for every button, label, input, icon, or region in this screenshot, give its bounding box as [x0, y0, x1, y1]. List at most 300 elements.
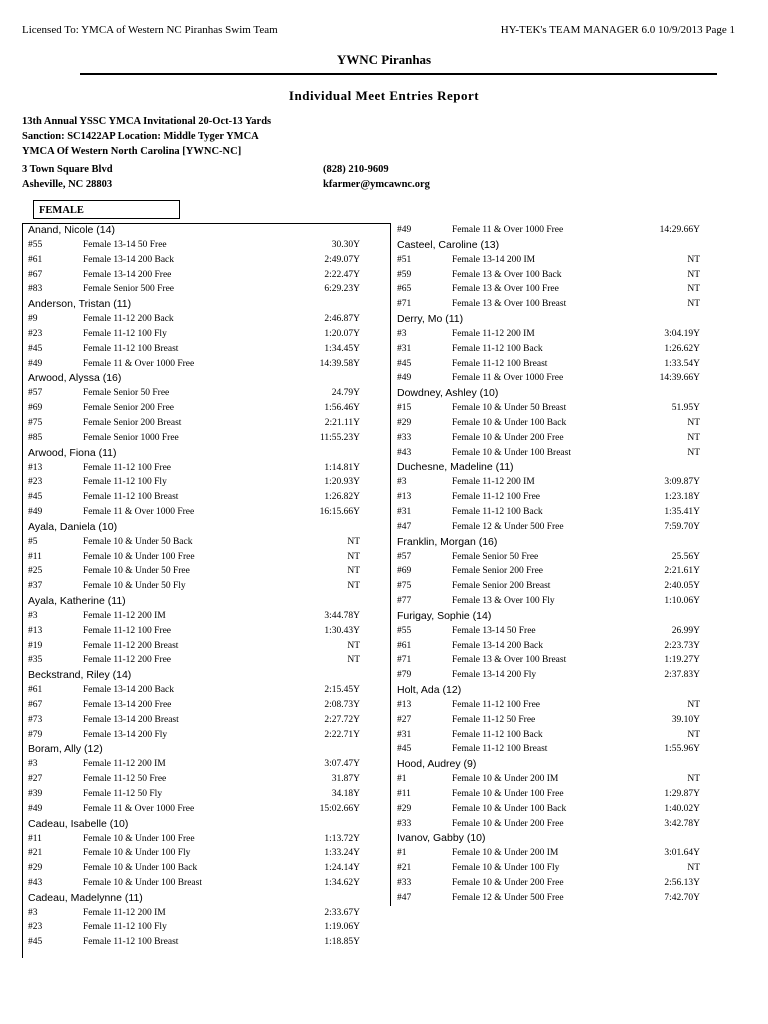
event-description: Female 10 & Under 100 Free [83, 833, 195, 844]
seed-time: NT [347, 640, 360, 651]
event-description: Female 11-12 100 Fly [83, 477, 167, 488]
entry-row [28, 757, 390, 772]
entry-row [28, 357, 390, 372]
event-number: #13 [28, 625, 43, 636]
entry-row [397, 253, 737, 268]
event-number: #13 [397, 492, 412, 503]
event-number: #3 [28, 610, 38, 621]
event-description: Female 13-14 200 Free [83, 699, 172, 710]
event-description: Female 11-12 50 Fly [83, 788, 163, 799]
seed-time: 1:30.43Y [324, 625, 360, 636]
event-number: #13 [28, 462, 43, 473]
entry-row [28, 490, 390, 505]
event-number: #9 [28, 314, 38, 325]
swimmer-block [28, 446, 390, 520]
event-number: #3 [28, 759, 38, 770]
event-description: Female 11-12 100 Fly [83, 922, 167, 933]
team-name: YWNC Piranhas [336, 52, 432, 67]
swimmer-block [397, 386, 737, 460]
seed-time: 2:21.11Y [324, 417, 360, 428]
swimmer-name: Arwood, Fiona (11) [28, 446, 117, 459]
entry-row [28, 772, 390, 787]
event-description: Female 10 & Under 50 Breast [452, 403, 567, 414]
seed-time: 14:29.66Y [659, 225, 700, 235]
event-description: Female 11-12 200 Free [83, 655, 172, 666]
entry-row [28, 253, 390, 268]
swimmer-block [397, 238, 737, 312]
seed-time: 1:55.96Y [664, 744, 700, 755]
event-number: #43 [28, 877, 43, 888]
swimmer-block [28, 891, 390, 950]
entry-row [397, 846, 737, 861]
swimmer-block [397, 757, 737, 831]
left-column [28, 223, 390, 950]
event-number: #47 [397, 892, 412, 903]
entry-row [397, 446, 737, 461]
entry-row [397, 223, 737, 238]
event-description: Female Senior 200 Breast [452, 581, 551, 592]
swimmer-block [28, 668, 390, 742]
event-number: #37 [28, 581, 43, 592]
event-number: #73 [28, 714, 43, 725]
entry-row [28, 268, 390, 283]
seed-time: NT [687, 269, 700, 280]
seed-time: 31.87Y [331, 774, 360, 785]
meet-sanction-location: Sanction: SC1422AP Location: Middle Tyger YMCA [22, 131, 259, 142]
entry-row [397, 861, 737, 876]
entry-row [28, 550, 390, 565]
entry-row [397, 564, 737, 579]
seed-time: NT [687, 774, 700, 785]
entry-row [397, 668, 737, 683]
event-number: #19 [28, 640, 43, 651]
address-line-1: 3 Town Square Blvd [22, 164, 113, 175]
seed-time: 1:40.02Y [664, 803, 700, 814]
event-description: Female 12 & Under 500 Free [452, 892, 564, 903]
event-description: Female 13-14 200 Fly [452, 670, 537, 681]
seed-time: 1:34.45Y [324, 343, 360, 354]
entry-row [397, 490, 737, 505]
seed-time: NT [687, 284, 700, 295]
entry-row [397, 787, 737, 802]
event-number: #39 [28, 788, 43, 799]
entry-row [28, 461, 390, 476]
event-number: #1 [397, 848, 407, 859]
swimmer-block [28, 520, 390, 594]
swimmer-name: Hood, Audrey (9) [397, 758, 477, 771]
event-description: Female 13-14 50 Free [83, 240, 167, 250]
swimmer-block [28, 297, 390, 371]
event-description: Female 11 & Over 1000 Free [83, 358, 195, 369]
entry-row [397, 802, 737, 817]
event-description: Female 11-12 100 Free [452, 699, 541, 710]
entry-row [28, 282, 390, 297]
event-description: Female 11-12 100 Free [83, 462, 172, 473]
event-description: Female 10 & Under 100 Breast [452, 447, 571, 458]
entry-row [397, 698, 737, 713]
seed-time: 2:21.61Y [664, 566, 700, 577]
event-number: #59 [397, 269, 412, 280]
entry-row [28, 416, 390, 431]
event-description: Female 11-12 100 Breast [83, 937, 179, 948]
seed-time: 24.79Y [331, 388, 360, 399]
swimmer-name: Arwood, Alyssa (16) [28, 372, 122, 385]
event-number: #33 [397, 432, 412, 443]
event-description: Female 11-12 50 Free [83, 774, 167, 785]
seed-time: 7:42.70Y [664, 892, 700, 903]
event-description: Female Senior 200 Free [452, 566, 544, 577]
event-number: #61 [28, 254, 43, 265]
event-description: Female 13-14 200 Breast [83, 714, 179, 725]
entry-row [28, 713, 390, 728]
entry-row [28, 431, 390, 446]
entry-row [28, 935, 390, 950]
entry-row [28, 861, 390, 876]
seed-time: 1:35.41Y [664, 506, 700, 517]
event-number: #75 [397, 581, 412, 592]
seed-time: 1:20.93Y [324, 477, 360, 488]
seed-time: 1:20.07Y [324, 328, 360, 339]
event-description: Female 10 & Under 200 IM [452, 848, 559, 859]
event-number: #57 [28, 388, 43, 399]
event-number: #3 [28, 907, 38, 918]
seed-time: 1:14.81Y [324, 462, 360, 473]
entry-row [28, 579, 390, 594]
event-number: #67 [28, 269, 43, 280]
entry-row [28, 802, 390, 817]
entry-row [28, 832, 390, 847]
seed-time: NT [347, 655, 360, 666]
event-description: Female 11-12 100 Free [83, 625, 172, 636]
entry-row [28, 535, 390, 550]
seed-time: NT [347, 536, 360, 547]
event-number: #65 [397, 284, 412, 295]
seed-time: 39.10Y [671, 714, 700, 725]
event-number: #77 [397, 595, 412, 606]
entry-row [397, 401, 737, 416]
swimmer-block [397, 831, 737, 905]
seed-time: 14:39.66Y [659, 373, 700, 384]
swimmer-block [397, 312, 737, 386]
event-number: #45 [28, 343, 43, 354]
seed-time: 3:04.19Y [664, 328, 700, 339]
entry-row [397, 594, 737, 609]
event-description: Female 10 & Under 200 Free [452, 818, 564, 829]
entry-row [28, 653, 390, 668]
event-description: Female 10 & Under 50 Fly [83, 581, 186, 592]
entry-row [397, 713, 737, 728]
seed-time: 15:02.66Y [319, 803, 360, 814]
event-number: #21 [28, 848, 43, 859]
seed-time: NT [687, 729, 700, 740]
swimmer-name: Furigay, Sophie (14) [397, 609, 492, 622]
seed-time: NT [687, 254, 700, 265]
seed-time: 1:33.24Y [324, 848, 360, 859]
seed-time: 51.95Y [671, 403, 700, 414]
title-rule [80, 73, 717, 75]
seed-time: NT [687, 699, 700, 710]
event-number: #45 [28, 937, 43, 948]
swimmer-name: Ayala, Katherine (11) [28, 594, 126, 607]
seed-time: NT [347, 551, 360, 562]
entry-row [28, 728, 390, 743]
event-number: #3 [397, 477, 407, 488]
event-description: Female 11-12 100 Fly [83, 328, 167, 339]
seed-time: 2:23.73Y [664, 640, 700, 651]
event-description: Female 13 & Over 100 Fly [452, 595, 555, 606]
entry-row [397, 772, 737, 787]
organization-name: YMCA Of Western North Carolina [YWNC-NC] [22, 146, 242, 157]
seed-time: 1:10.06Y [664, 595, 700, 606]
entry-row [397, 520, 737, 535]
event-number: #23 [28, 328, 43, 339]
event-number: #31 [397, 343, 412, 354]
event-number: #21 [397, 863, 412, 874]
entry-row [28, 401, 390, 416]
seed-time: 30.30Y [331, 240, 360, 250]
swimmer-block [397, 460, 737, 534]
license-text: Licensed To: YMCA of Western NC Piranhas Swim Team [22, 24, 278, 36]
swimmer-name: Boram, Ally (12) [28, 743, 103, 756]
event-description: Female 11-12 200 IM [83, 759, 166, 770]
event-description: Female 10 & Under 50 Back [83, 536, 193, 547]
seed-time: NT [347, 581, 360, 592]
event-description: Female 10 & Under 100 Back [452, 803, 567, 814]
entry-row [28, 342, 390, 357]
event-description: Female Senior 50 Free [83, 388, 170, 399]
seed-time: 1:26.82Y [324, 492, 360, 503]
seed-time: 11:55.23Y [319, 432, 360, 443]
seed-time: 26.99Y [671, 625, 700, 636]
event-description: Female 11-12 100 Breast [452, 358, 548, 369]
event-description: Female 12 & Under 500 Free [452, 521, 564, 532]
seed-time: 2:56.13Y [664, 877, 700, 888]
swimmer-name: Cadeau, Madelynne (11) [28, 891, 143, 904]
event-description: Female 13-14 200 Fly [83, 729, 168, 740]
entry-row [397, 728, 737, 743]
entry-row [28, 312, 390, 327]
event-number: #83 [28, 284, 43, 295]
event-number: #27 [28, 774, 43, 785]
entry-row [397, 817, 737, 832]
event-number: #67 [28, 699, 43, 710]
swimmer-name: Cadeau, Isabelle (10) [28, 817, 129, 830]
seed-time: 1:24.14Y [324, 863, 360, 874]
swimmer-name: Duchesne, Madeline (11) [397, 461, 514, 474]
event-description: Female 11-12 100 Free [452, 492, 541, 503]
event-description: Female 10 & Under 100 Back [83, 863, 198, 874]
event-number: #31 [397, 729, 412, 740]
phone-number: (828) 210-9609 [323, 164, 389, 175]
event-number: #13 [397, 699, 412, 710]
event-number: #49 [28, 803, 43, 814]
seed-time: 1:23.18Y [664, 492, 700, 503]
event-number: #25 [28, 566, 43, 577]
entry-row [28, 920, 390, 935]
address-line-2: Asheville, NC 28803 [22, 179, 113, 190]
entry-row [397, 742, 737, 757]
entry-row [28, 846, 390, 861]
entry-row [397, 505, 737, 520]
event-number: #55 [397, 625, 412, 636]
seed-time: 3:07.47Y [324, 759, 360, 770]
event-description: Female 10 & Under 50 Free [83, 566, 190, 577]
swimmer-name: Ivanov, Gabby (10) [397, 832, 486, 845]
entry-row [28, 698, 390, 713]
seed-time: 2:22.71Y [324, 729, 360, 740]
entry-row [28, 609, 390, 624]
meet-title: 13th Annual YSSC YMCA Invitational 20-Oct-13 Yards [22, 116, 272, 127]
seed-time: 2:33.67Y [324, 907, 360, 918]
event-number: #29 [397, 803, 412, 814]
event-number: #69 [397, 566, 412, 577]
entry-row [28, 505, 390, 520]
event-number: #47 [397, 521, 412, 532]
seed-time: 25.56Y [671, 551, 700, 562]
event-description: Female 11-12 100 Breast [83, 492, 179, 503]
entry-row [397, 653, 737, 668]
seed-time: NT [687, 863, 700, 874]
swimmer-block [397, 535, 737, 609]
event-description: Female 11 & Over 1000 Free [83, 506, 195, 517]
entry-row [397, 371, 737, 386]
seed-time: 6:29.23Y [324, 284, 360, 295]
right-column [397, 223, 737, 905]
seed-time: 2:27.72Y [324, 714, 360, 725]
event-number: #49 [397, 225, 412, 235]
entry-row [28, 876, 390, 891]
event-description: Female 10 & Under 200 IM [452, 774, 559, 785]
event-description: Female 11-12 100 Breast [452, 744, 548, 755]
seed-time: 14:39.58Y [319, 358, 360, 369]
event-description: Female 13-14 50 Free [452, 625, 536, 636]
seed-time: 34.18Y [331, 788, 360, 799]
event-number: #49 [28, 506, 43, 517]
event-number: #49 [397, 373, 412, 384]
entry-row [397, 431, 737, 446]
event-description: Female 13-14 200 Back [452, 640, 544, 651]
event-number: #29 [28, 863, 43, 874]
event-description: Female 11-12 200 IM [83, 907, 166, 918]
swimmer-block [28, 371, 390, 445]
swimmer-block [28, 594, 390, 668]
report-title: Individual Meet Entries Report [288, 88, 480, 103]
event-description: Female 10 & Under 200 Free [452, 877, 564, 888]
seed-time: 1:18.85Y [324, 937, 360, 948]
event-number: #45 [397, 358, 412, 369]
event-number: #29 [397, 417, 412, 428]
event-description: Female 11-12 100 Breast [83, 343, 179, 354]
event-number: #11 [28, 551, 42, 562]
seed-time: 16:15.66Y [319, 506, 360, 517]
event-description: Female 13-14 200 Back [83, 254, 175, 265]
seed-time: 1:13.72Y [324, 833, 360, 844]
event-number: #45 [28, 492, 43, 503]
event-description: Female 13 & Over 100 Free [452, 284, 559, 295]
entry-row [28, 906, 390, 921]
event-number: #79 [28, 729, 43, 740]
event-number: #57 [397, 551, 412, 562]
gender-label: FEMALE [33, 200, 180, 219]
event-description: Female Senior 50 Free [452, 551, 539, 562]
event-description: Female 11-12 200 Back [83, 314, 174, 325]
entry-row [397, 342, 737, 357]
event-description: Female 11-12 200 IM [452, 477, 535, 488]
swimmer-name: Derry, Mo (11) [397, 312, 464, 325]
event-number: #85 [28, 432, 43, 443]
swimmer-name: Franklin, Morgan (16) [397, 535, 498, 548]
event-number: #15 [397, 403, 412, 414]
event-description: Female 13 & Over 100 Breast [452, 299, 567, 310]
event-number: #71 [397, 299, 412, 310]
event-description: Female Senior 200 Breast [83, 417, 182, 428]
event-description: Female 10 & Under 100 Free [83, 551, 195, 562]
event-number: #69 [28, 403, 43, 414]
event-description: Female Senior 200 Free [83, 403, 175, 414]
seed-time: NT [687, 299, 700, 310]
swimmer-block [28, 223, 390, 297]
seed-time: 2:37.83Y [664, 670, 700, 681]
seed-time: 1:26.62Y [664, 343, 700, 354]
event-description: Female 13-14 200 IM [452, 254, 536, 265]
event-description: Female Senior 500 Free [83, 284, 175, 295]
event-number: #33 [397, 877, 412, 888]
seed-time: 1:29.87Y [664, 788, 700, 799]
entry-row [397, 639, 737, 654]
seed-time: 3:44.78Y [324, 610, 360, 621]
event-description: Female 10 & Under 200 Free [452, 432, 564, 443]
seed-time: 2:40.05Y [664, 581, 700, 592]
event-description: Female 11-12 100 Back [452, 343, 543, 354]
entry-row [397, 268, 737, 283]
entry-row [397, 282, 737, 297]
swimmer-name: Beckstrand, Riley (14) [28, 669, 132, 682]
seed-time: 2:49.07Y [324, 254, 360, 265]
event-description: Female 11-12 200 Breast [83, 640, 179, 651]
entry-row [28, 787, 390, 802]
event-description: Female 11-12 100 Back [452, 729, 543, 740]
event-number: #61 [28, 685, 43, 696]
event-description: Female 11-12 50 Free [452, 714, 536, 725]
swimmer-name: Anderson, Tristan (11) [28, 298, 132, 311]
event-description: Female 13 & Over 100 Breast [452, 655, 567, 666]
seed-time: 1:19.06Y [324, 922, 360, 933]
entry-row [397, 624, 737, 639]
seed-time: 2:22.47Y [324, 269, 360, 280]
seed-time: 3:42.78Y [664, 818, 700, 829]
entry-row [397, 891, 737, 906]
seed-time: NT [687, 417, 700, 428]
entry-row [28, 475, 390, 490]
swimmer-name: Ayala, Daniela (10) [28, 520, 118, 533]
event-description: Female 10 & Under 100 Breast [83, 877, 202, 888]
event-number: #55 [28, 240, 43, 250]
event-description: Female 10 & Under 100 Back [452, 417, 567, 428]
event-number: #75 [28, 417, 43, 428]
seed-time: 2:15.45Y [324, 685, 360, 696]
entry-row [397, 327, 737, 342]
swimmer-block [28, 817, 390, 891]
event-description: Female 10 & Under 100 Fly [452, 863, 560, 874]
entry-row [397, 357, 737, 372]
event-number: #23 [28, 477, 43, 488]
seed-time: 1:19.27Y [664, 655, 700, 666]
event-description: Female 11 & Over 1000 Free [452, 373, 564, 384]
event-number: #71 [397, 655, 412, 666]
seed-time: 7:59.70Y [664, 521, 700, 532]
seed-time: 1:33.54Y [664, 358, 700, 369]
event-number: #61 [397, 640, 412, 651]
